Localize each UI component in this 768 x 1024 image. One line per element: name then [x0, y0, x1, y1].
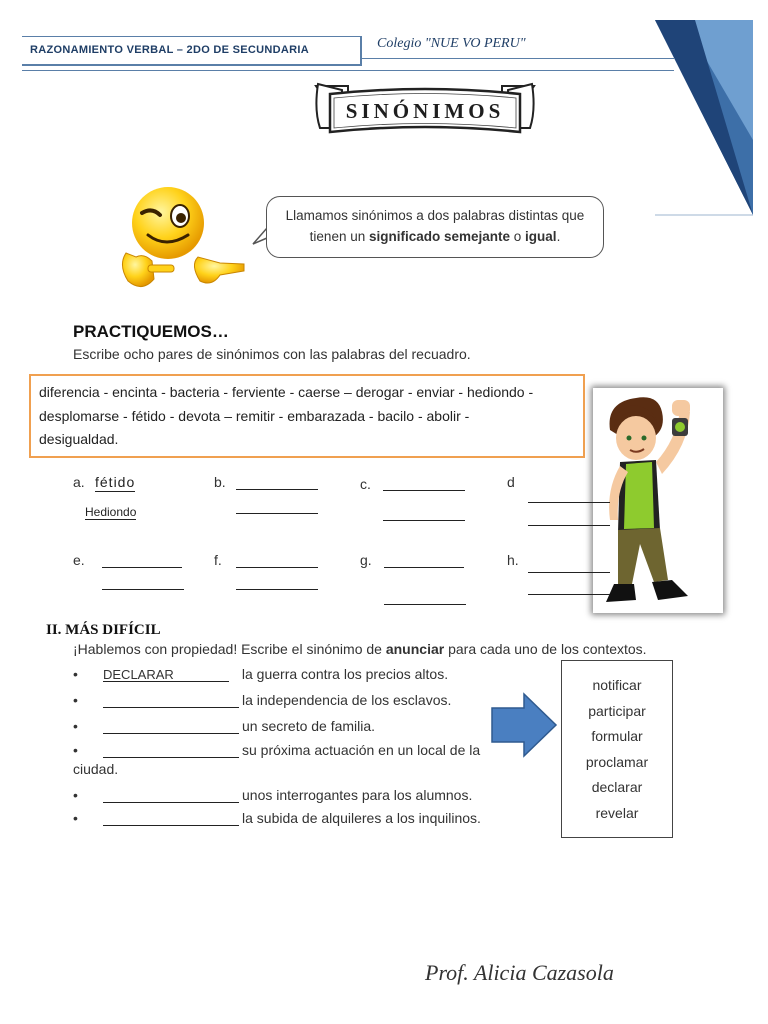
blank-b-2[interactable]	[236, 513, 318, 514]
context-text-3: un secreto de familia.	[242, 718, 376, 734]
label-d: d	[507, 474, 515, 490]
context-text-4: su próxima actuación en un local de la	[242, 742, 481, 758]
section2-instruction	[73, 641, 647, 657]
context-text-2: la independencia de los esclavos.	[242, 692, 452, 708]
header-rule-top	[22, 36, 362, 37]
cartoon-boy-image	[596, 390, 720, 612]
blank-c-1[interactable]	[383, 490, 465, 491]
definition-bold-1: significado semejante	[368, 229, 511, 244]
option-2: participar	[588, 702, 646, 719]
bullet-3: •	[73, 718, 78, 734]
label-g: g.	[360, 552, 372, 568]
label-h: h.	[507, 552, 519, 568]
context-continuation: ciudad.	[73, 761, 119, 777]
bullet-5: •	[73, 787, 78, 803]
word-box-line-3: desigualdad.	[39, 431, 119, 447]
context-text-5: unos interrogantes para los alumnos.	[242, 787, 473, 803]
context-answer-4[interactable]	[103, 743, 239, 758]
context-item-5	[73, 787, 472, 803]
blank-c-2[interactable]	[383, 520, 465, 521]
option-4: proclamar	[585, 753, 649, 770]
context-item-2	[73, 692, 451, 708]
blank-d-2[interactable]	[528, 525, 610, 526]
teacher-signature: Prof. Alicia Cazasola	[425, 960, 614, 985]
context-text-1: la guerra contra los precios altos.	[238, 666, 449, 682]
option-1: notificar	[592, 677, 642, 693]
subject-label: RAZONAMIENTO VERBAL – 2DO DE SECUNDARIA	[30, 44, 309, 56]
option-3: formular	[591, 728, 643, 744]
context-answer-6[interactable]	[103, 811, 239, 826]
arrow-right-icon	[490, 692, 558, 758]
bullet-1: •	[73, 666, 78, 682]
blank-f-1[interactable]	[236, 567, 318, 568]
definition-bubble	[266, 196, 604, 258]
answer-a-word-1[interactable]: fétido	[95, 474, 136, 490]
options-box	[561, 660, 673, 838]
word-box-line-2: desplomarse - fétido - devota – remitir - embarazada - bacilo - abolir -	[39, 407, 470, 424]
answer-a-word-2[interactable]: Hediondo	[85, 505, 137, 519]
section2-instruction-pre: ¡Hablemos con propiedad! Escribe el sinónimo de	[73, 641, 386, 657]
label-e: e.	[73, 552, 85, 568]
header-rule-right	[362, 58, 674, 59]
definition-line2-pre: tienen un	[309, 229, 369, 244]
winking-emoji-icon	[108, 183, 248, 298]
blank-f-2[interactable]	[236, 589, 318, 590]
definition-bold-2: igual	[525, 229, 557, 244]
context-item-1	[73, 666, 448, 682]
context-answer-1[interactable]: DECLARAR	[103, 667, 229, 682]
bullet-4: •	[73, 742, 78, 758]
label-f: f.	[214, 552, 222, 568]
context-text-6: la subida de alquileres a los inquilinos.	[242, 810, 481, 826]
practice-instruction: Escribe ocho pares de sinónimos con las palabras del recuadro.	[73, 346, 471, 362]
bullet-2: •	[73, 692, 78, 708]
blank-e-1[interactable]	[102, 567, 182, 568]
blank-b-1[interactable]	[236, 489, 318, 490]
label-b: b.	[214, 474, 226, 490]
blank-h-2[interactable]	[528, 594, 610, 595]
blank-e-2[interactable]	[102, 589, 184, 590]
practice-title: PRACTIQUEMOS…	[73, 322, 229, 341]
context-answer-3[interactable]	[103, 719, 239, 734]
option-6: revelar	[595, 804, 639, 821]
context-answer-2[interactable]	[103, 693, 239, 708]
definition-end: .	[556, 229, 561, 244]
header-rule-long	[22, 70, 674, 71]
option-5: declarar	[591, 779, 643, 795]
section2-title: II. MÁS DIFÍCIL	[46, 622, 161, 638]
context-item-3	[73, 718, 375, 734]
section2-instruction-post: para cada uno de los contextos.	[444, 641, 647, 657]
word-box	[29, 374, 585, 458]
blank-d-1[interactable]	[528, 502, 610, 503]
school-name: Colegio "NUE VO PERU"	[377, 36, 526, 51]
word-box-line-1: diferencia - encinta - bacteria - ferviente - caerse – derogar - enviar - hediondo -	[39, 384, 534, 400]
context-item-4	[73, 742, 480, 758]
header-rule-left	[22, 64, 362, 66]
blank-g-2[interactable]	[384, 604, 466, 605]
header-rule-step	[360, 36, 362, 66]
context-answer-5[interactable]	[103, 788, 239, 803]
page-title: SINÓNIMOS	[345, 99, 505, 123]
corner-decoration	[655, 20, 755, 220]
label-c: c.	[360, 476, 371, 492]
section2-instruction-bold: anunciar	[385, 641, 445, 657]
definition-line1: Llamamos sinónimos a dos palabras distintas que	[285, 208, 585, 223]
label-a: a.	[73, 474, 85, 490]
context-item-6	[73, 810, 481, 826]
blank-h-1[interactable]	[528, 572, 610, 573]
definition-mid: o	[510, 229, 526, 244]
blank-g-1[interactable]	[384, 567, 464, 568]
bullet-6: •	[73, 810, 78, 826]
